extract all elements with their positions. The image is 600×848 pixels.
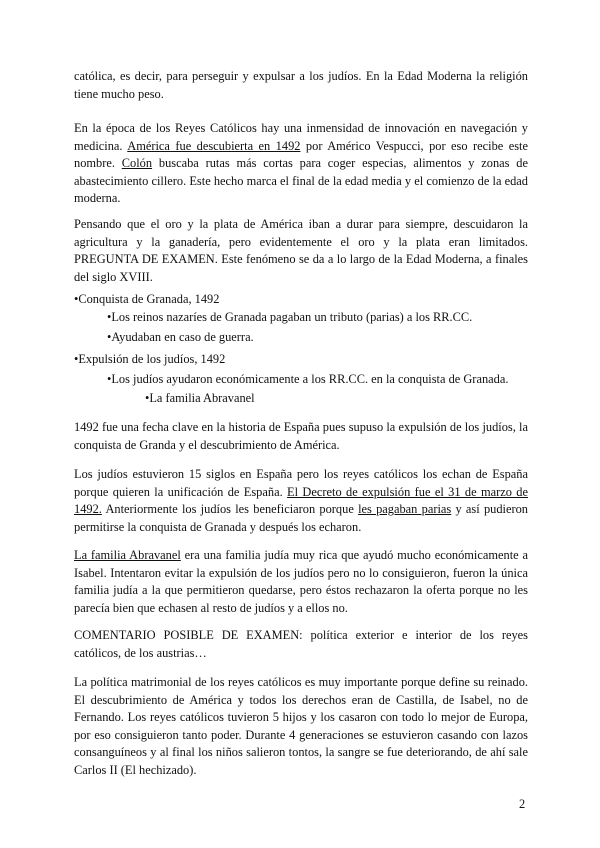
bullet-conquista-granada: •Conquista de Granada, 1492 — [74, 292, 220, 306]
text-run: era una familia judía muy rica que ayudó mucho económicamente a Isabel. Intentaron evitar la expulsión de los judíos pero no lo consiguieron, fueron la única familia judía a la que permitieron quedarse, pero éstos rechazaron la oferta porque no les parecía bien que echasen al resto de judíos y a ellos no. — [74, 548, 528, 615]
paragraph-familia-abravanel — [74, 547, 528, 617]
underlined-pagaban-parias: les pagaban parias — [358, 502, 452, 517]
text-run: buscaba rutas más cortas para coger especias, alimentos y zonas de abastecimiento cillero. Este hecho marca el final de la edad media y el comienzo de la edad moderna. — [74, 156, 529, 206]
paragraph-comentario-examen: COMENTARIO POSIBLE DE EXAMEN: política exterior e interior de los reyes católicos, de los austrias… — [74, 628, 528, 660]
paragraph-judios-siglos — [74, 466, 528, 536]
text-run: En la época de los Reyes Católicos hay una inmensidad de innovación en navegación y medicina. — [74, 121, 528, 153]
text-run: por Américo Vespucci, por eso recibe este nombre. — [74, 138, 528, 171]
paragraph-1492-clave: 1492 fue una fecha clave en la historia de España pues supuso la expulsión de los judíos, la conquista de Granda y el descubrimiento de América. — [74, 420, 528, 452]
paragraph-innovation — [74, 120, 528, 208]
underlined-decreto-expulsion: El Decreto de expulsión fue el 31 de marzo de 1492. — [74, 484, 528, 517]
bullet-ayudaban-guerra: •Ayudaban en caso de guerra. — [107, 330, 254, 344]
bullet-judios-ayudaron: •Los judíos ayudaron económicamente a los RR.CC. en la conquista de Granada. — [107, 372, 509, 386]
paragraph-religion: católica, es decir, para perseguir y expulsar a los judíos. En la Edad Moderna la religión tiene mucho peso. — [74, 69, 528, 101]
bullet-reinos-nazaries: •Los reinos nazaríes de Granada pagaban un tributo (parias) a los RR.CC. — [107, 310, 473, 324]
text-run: Anteriormente los judíos les beneficiaron porque — [101, 502, 359, 517]
underlined-colon: Colón — [121, 156, 153, 171]
paragraph-politica-matrimonial: La política matrimonial de los reyes católicos es muy importante porque define su reinado. El descubrimiento de América y todos los derechos eran de Castilla, de Isabel, no de Fernando. Los reyes católicos tuvieron 5 hijos y los casaron con todo lo mejor de Europa, por eso consiguieron tanto poder. Durante 4 generaciones se estuvieron casando con lazos consanguíneos y al final los niños salieron tontos, la sangre se fue deteriorando, de ahí sale Carlos II (El hechizado). — [74, 675, 528, 777]
text-run: Los judíos estuvieron 15 siglos en España pero los reyes católicos los echan de España porque quieren la unificación de España. — [74, 467, 528, 499]
bullet-familia-abravanel: •La familia Abravanel — [145, 391, 255, 405]
underlined-familia-abravanel: La familia Abravanel — [74, 548, 181, 562]
paragraph-gold-silver: Pensando que el oro y la plata de América iban a durar para siempre, descuidaron la agricultura y la ganadería, pero evidentemente el oro y la plata eran limitados. PREGUNTA DE EXAMEN. Este fenómeno se da a lo largo de la Edad Moderna, a finales del siglo XVIII. — [74, 217, 528, 284]
bullet-expulsion-judios: •Expulsión de los judíos, 1492 — [74, 352, 226, 366]
page-number: 2 — [519, 797, 526, 811]
text-run: y así pudieron permitirse la conquista de Granada y después los echaron. — [74, 502, 528, 534]
underlined-america-1492: América fue descubierta en 1492 — [127, 138, 301, 153]
